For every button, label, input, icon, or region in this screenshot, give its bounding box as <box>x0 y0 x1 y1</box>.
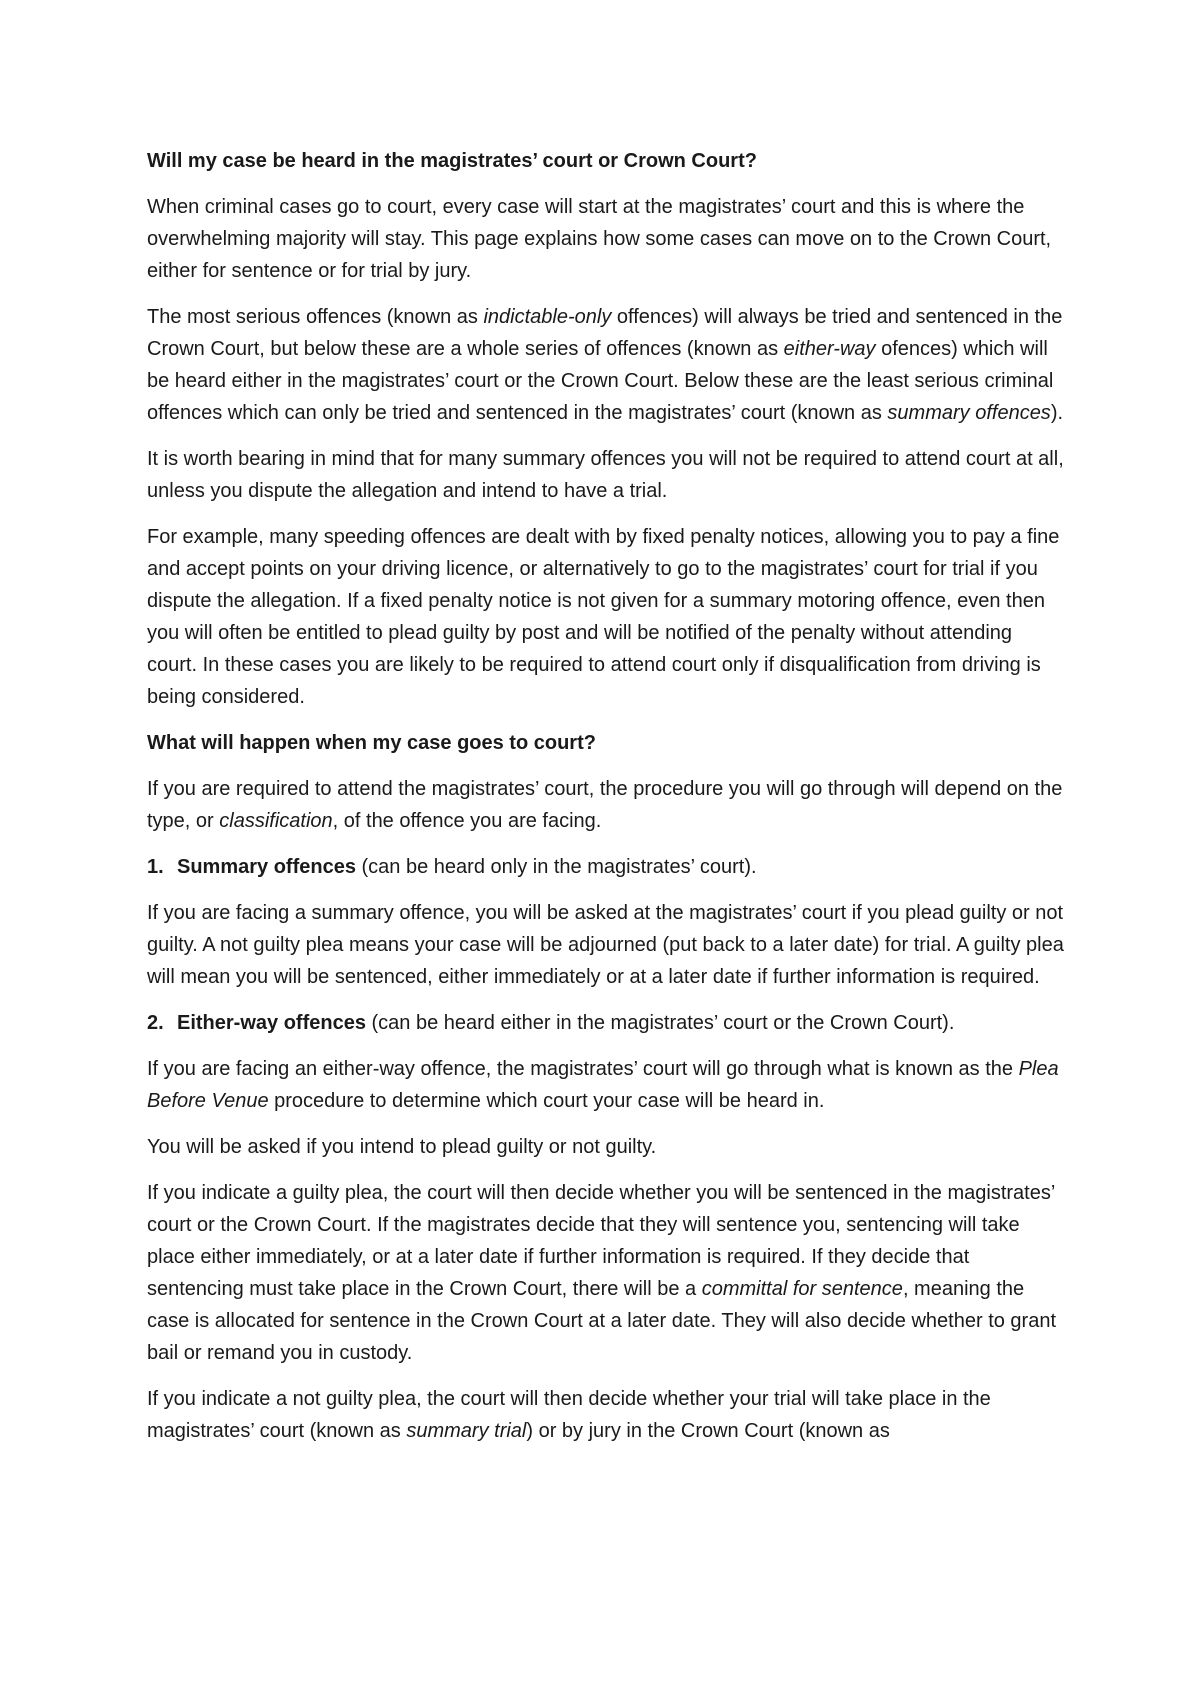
heading-what-happens: What will happen when my case goes to court? <box>147 732 596 754</box>
heading-court-venue: Will my case be heard in the magistrates’ court or Crown Court? <box>147 150 757 172</box>
paragraph-summary-attendance: It is worth bearing in mind that for many summary offences you will not be required to attend court at all, unless you dispute the allegation and intend to have a trial. <box>147 448 1064 502</box>
paragraph-plea-before-venue: If you are facing an either-way offence, the magistrates’ court will go through what is known as the Plea Before Venue procedure to determine which court your case will be heard in. <box>147 1058 1059 1112</box>
document-body <box>147 145 1067 1461</box>
paragraph-plea-question: You will be asked if you intend to plead guilty or not guilty. <box>147 1136 657 1158</box>
paragraph-procedure: If you are required to attend the magistrates’ court, the procedure you will go through will depend on the type, or classification, of the offence you are facing. <box>147 778 1063 832</box>
paragraph-summary-plea: If you are facing a summary offence, you will be asked at the magistrates’ court if you plead guilty or not guilty. A not guilty plea means your case will be adjourned (put back to a later date) for trial. A guilty plea will mean you will be sentenced, either immediately or at a later date if further information is required. <box>147 902 1064 988</box>
paragraph-speeding-example: For example, many speeding offences are dealt with by fixed penalty notices, allowing you to pay a fine and accept points on your driving licence, or alternatively to go to the magistrates’ court for trial if you dispute the allegation. If a fixed penalty notice is not given for a summary motoring offence, even then you will often be entitled to plead guilty by post and will be notified of the penalty without attending court. In these cases you are likely to be required to attend court only if disqualification from driving is being considered. <box>147 526 1060 708</box>
paragraph-intro: When criminal cases go to court, every case will start at the magistrates’ court and this is where the overwhelming majority will stay. This page explains how some cases can move on to the Crown Court, either for sentence or for trial by jury. <box>147 196 1052 282</box>
paragraph-not-guilty-plea: If you indicate a not guilty plea, the court will then decide whether your trial will take place in the magistrates’ court (known as summary trial) or by jury in the Crown Court (known as <box>147 1388 991 1442</box>
list-item-either-way-offences: 2. Either-way offences (can be heard either in the magistrates’ court or the Crown Court). <box>147 1012 955 1034</box>
paragraph-guilty-plea: If you indicate a guilty plea, the court will then decide whether you will be sentenced in the magistrates’ court or the Crown Court. If the magistrates decide that they will sentence you, sentencing will take place either immediately, or at a later date if further information is required. If they decide that sentencing must take place in the Crown Court, there will be a committal for sentence, meaning the case is allocated for sentence in the Crown Court at a later date. They will also decide whether to grant bail or remand you in custody. <box>147 1182 1057 1364</box>
paragraph-offence-types: The most serious offences (known as indictable-only offences) will always be tried and sentenced in the Crown Court, but below these are a whole series of offences (known as either-way ofences) which will be heard either in the magistrates’ court or the Crown Court. Below these are the least serious criminal offences which can only be tried and sentenced in the magistrates’ court (known as summary offences). <box>147 306 1064 424</box>
list-item-summary-offences: 1. Summary offences (can be heard only in the magistrates’ court). <box>147 856 757 878</box>
